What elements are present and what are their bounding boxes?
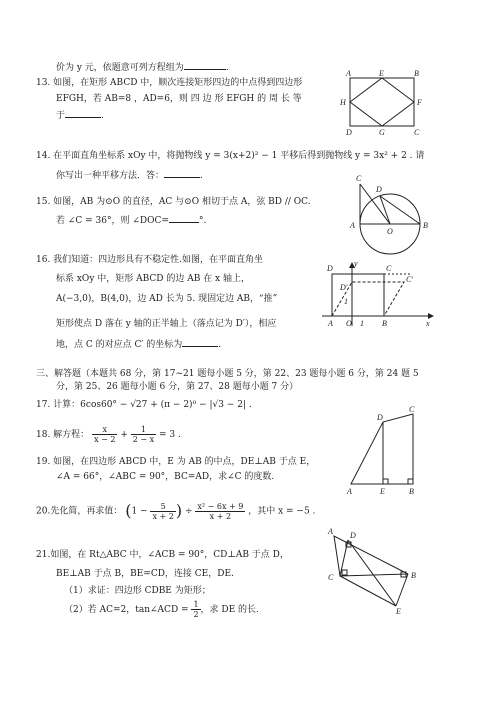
q21-line1: 21.如图，在 Rt△ABC 中，∠ACB = 90°，CD⊥AB 于点 D， xyxy=(36,550,289,560)
q16-coordinate-figure xyxy=(318,260,436,330)
q15-line2 xyxy=(56,213,206,227)
q18-line: 18. 解方程： $\frac{x}{x - 2}$ + $\frac{1}{2 - x}$ = 3 . xyxy=(36,425,181,444)
q21-line4 xyxy=(64,600,259,619)
q21-fraction xyxy=(191,600,200,619)
q21-f-numerator: 1 xyxy=(193,600,199,609)
q16-label-y: y xyxy=(354,259,358,268)
q15-end: °. xyxy=(198,216,207,226)
q21-f-denominator: 2 xyxy=(193,610,199,619)
q19-label-d: D xyxy=(377,413,383,422)
segment-od xyxy=(380,196,390,224)
q16-text: 地，点 C 的对应点 C′ 的坐标为 xyxy=(56,340,183,350)
q21-line2: BE⊥AB 于点 B，BE=CD，连接 CE，DE. xyxy=(56,569,234,579)
quad-efgh xyxy=(350,78,414,126)
q15-label-b: B xyxy=(423,221,428,230)
q16-label-c: C xyxy=(386,264,392,273)
q18-f1-denominator: x − 2 xyxy=(94,435,116,444)
q14-line1: 14. 在平面直角坐标系 xOy 中，将抛物线 y = 3(x+2)² − 1 平移后得到抛物线 y = 3x² + 2 . 请 xyxy=(36,151,425,161)
q19-label-a: A xyxy=(347,487,352,496)
right-angle-c xyxy=(342,570,347,575)
q15-text: 若 ∠C = 36°，则 ∠DOC= xyxy=(56,216,169,226)
q19-line1: 19. 如图，在四边形 ABCD 中，E 为 AB 的中点，DE⊥AB 于点 E， xyxy=(36,457,316,467)
q21-label-c: C xyxy=(328,573,334,582)
answer-blank[interactable] xyxy=(184,60,226,70)
q12-end: . xyxy=(225,63,229,73)
q12-tail xyxy=(56,60,229,74)
q16-line3: A(−3,0)，B(4,0)，边 AD 长为 5. 现固定边 AB，“推” xyxy=(56,294,278,304)
rect-abcd xyxy=(350,78,414,126)
q13-label-g: G xyxy=(379,128,385,137)
q15-label-o: O xyxy=(387,227,393,236)
q16-line4: 矩形使点 D 落在 y 轴的正半轴上（落点记为 D′），相应 xyxy=(56,319,277,329)
q16-line5 xyxy=(56,337,221,351)
answer-blank[interactable] xyxy=(182,337,218,347)
q21-label-d: D xyxy=(350,531,356,540)
q13-label-h: H xyxy=(340,98,346,107)
q21-label-e: E xyxy=(396,607,401,616)
q21-label-a: A xyxy=(328,527,333,536)
q20-f1-denominator: x + 2 xyxy=(152,511,174,521)
q19-quadrilateral-figure xyxy=(345,405,425,496)
q20-prefix: 20.先化简，再求值： xyxy=(36,506,123,517)
q15-label-c: C xyxy=(356,174,362,183)
q14-end: . xyxy=(200,171,203,181)
q12-text: 价为 y 元，依题意可列方程组为 xyxy=(56,63,184,73)
q13-end: . xyxy=(101,111,104,121)
q20-f2-numerator: x² − 6x + 9 xyxy=(197,501,244,511)
q18-suffix: = 3 . xyxy=(158,430,181,440)
q15-line1: 15. 如图，AB 为⊙O 的直径，AC 与⊙O 相切于点 A，弦 BD // OC. xyxy=(36,197,311,207)
segment-oc xyxy=(360,184,390,224)
right-angle-b xyxy=(408,479,413,484)
q18-fraction-1 xyxy=(92,425,117,444)
q13-label-b: B xyxy=(414,69,419,78)
q17-line: 17. 计算：6cos60° − √27 + (π − 2)⁰ − |√3 − 2| . xyxy=(36,400,252,410)
q20-fraction-2 xyxy=(195,502,245,521)
q13-label-c: C xyxy=(414,128,420,137)
answer-blank[interactable] xyxy=(164,168,200,178)
q16-label-o: O xyxy=(346,319,352,328)
q21-end: ，求 DE 的长. xyxy=(200,605,259,615)
q19-label-e: E xyxy=(380,487,385,496)
chord-bd xyxy=(380,196,420,224)
section3-line2: 分，第 25、26 题每小题 6 分，第 27、28 题每小题 7 分） xyxy=(56,382,299,392)
q21-text: （2）若 AC=2，tan∠ACD = xyxy=(64,605,192,615)
q19-line2: ∠A = 66°，∠ABC = 90°，BC=AD，求∠C 的度数. xyxy=(56,472,275,482)
right-angle-e xyxy=(383,479,388,484)
q16-label-b: B xyxy=(382,319,387,328)
q21-line3: （1）求证：四边形 CDBE 为矩形； xyxy=(64,586,211,596)
q15-circle-figure xyxy=(344,176,434,254)
q19-label-c: C xyxy=(409,405,415,414)
q18-prefix: 18. 解方程： xyxy=(36,430,90,440)
q13-line2: EFGH，若 AB=8 ，AD=6，则 四 边 形 EFGH 的 周 长 等 xyxy=(56,94,302,104)
q13-label-a: A xyxy=(346,69,351,78)
q16-label-c-prime: C′ xyxy=(406,275,414,284)
q16-label-1x: 1 xyxy=(360,319,364,328)
q14-line2 xyxy=(56,168,203,182)
q13-line1: 13. 如图，在矩形 ABCD 中，顺次连接矩形四边的中点得到四边形 xyxy=(36,78,303,88)
q21-triangle-figure xyxy=(322,527,422,616)
q16-label-d-prime: D′ xyxy=(340,283,348,292)
answer-blank[interactable] xyxy=(169,213,199,223)
q15-label-d: D xyxy=(376,185,382,194)
q20-line: 20.先化简，再求值： (1 − $\frac{5}{x + 2}$ ) ÷ $\frac{\text{x² − 6x + 9}}{x + 2}$ ，其中 x = −5 . xyxy=(36,501,316,521)
q20-f2-denominator: x + 2 xyxy=(209,511,232,521)
q18-fraction-2 xyxy=(131,425,156,444)
answer-blank[interactable] xyxy=(65,108,101,118)
section3-line1: 三、解答题（本题共 68 分，第 17~21 题每小题 5 分，第 22、23 题每小题 6 分，第 24 题 5 xyxy=(36,369,419,379)
q13-yu: 于 xyxy=(56,111,66,121)
q18-f2-numerator: 1 xyxy=(131,425,156,435)
q19-label-b: B xyxy=(409,487,414,496)
q20-f1-numerator: 5 xyxy=(150,502,175,512)
q14-text: 你写出一种平移方法．答： xyxy=(56,171,165,181)
q13-label-f: F xyxy=(417,98,422,107)
segment-ce xyxy=(340,576,396,606)
q16-label-d: D xyxy=(327,264,333,273)
q20-fraction-1 xyxy=(150,502,175,521)
q16-end: . xyxy=(218,340,222,350)
segment-de xyxy=(348,540,396,606)
q16-label-1y: 1 xyxy=(344,297,348,306)
q16-line2: 标系 xOy 中，矩形 ABCD 的边 AB 在 x 轴上， xyxy=(56,274,250,284)
q13-label-d: D xyxy=(346,128,352,137)
q20-suffix: ，其中 x = −5 . xyxy=(248,506,316,517)
q13-line3 xyxy=(56,108,104,122)
rect-abcd xyxy=(332,274,384,316)
q18-f1-numerator: x xyxy=(92,425,117,435)
q16-label-x: x xyxy=(426,319,430,328)
q13-label-e: E xyxy=(379,69,384,78)
q15-label-a: A xyxy=(350,221,355,230)
quad-abcd xyxy=(351,414,413,484)
q13-rectangle-figure xyxy=(338,68,428,140)
q20-paren-open: ( xyxy=(125,501,132,520)
q18-f2-denominator: 2 − x xyxy=(132,435,155,444)
q20-paren-close: ) xyxy=(175,501,183,520)
q16-label-a: A xyxy=(328,319,333,328)
q16-line1: 16. 我们知道：四边形具有不稳定性.如图，在平面直角坐 xyxy=(36,255,264,265)
q21-label-b: B xyxy=(411,571,416,580)
segment-be xyxy=(396,574,408,606)
